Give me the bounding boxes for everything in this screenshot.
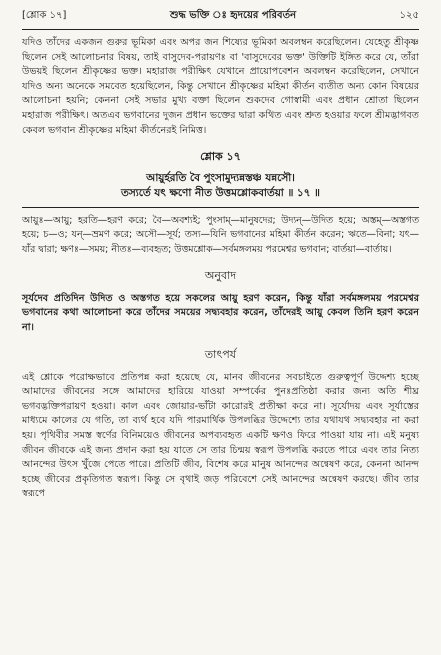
synonyms: আয়ুঃ—আয়ু; হরতি—হরণ করে; বৈ—অবশ্যই; পুংসাম্—মানুষদের; উদ্যন্—উদিত হয়ে; অস্তম্—অস্তগত হয়ে; চ—ও; যন্—ভ্রমণ করে; অসৌ—সূর্য; তস্য—যিনি ভগবানের মহিমা কীর্তন করেন; ঋতে—বিনা; যৎ—যাঁর দ্বারা; ক্ষণঃ—সময়; নীতঃ—ব্যবহৃত; উত্তমশ্লোক—সর্বমঙ্গলময় পরমেশ্বর ভগবান; বার্তয়া—বার্তায়। bbox=[22, 215, 419, 255]
verse-block bbox=[22, 171, 419, 201]
purport: এই শ্লোকে পরোক্ষভাবে প্রতিপন্ন করা হয়েছে যে, মানব জীবনের সবচাইতে গুরুত্বপূর্ণ উদ্দেশ্য হচ্ছে আমাদের জীবনের সঙ্গে আমাদের হারিয়ে যাওয়া সম্পর্কের পুনঃপ্রতিষ্ঠা করার জন্য অতি শীঘ্র ভগবদ্ভক্তিপরায়ণ হওয়া। কাল এবং জোয়ার-ভাঁটা কারোরই প্রতীক্ষা করে না। সূর্যোদয় এবং সূর্যাস্তের মাধ্যমে কালের যে গতি, তা ব্যর্থ হবে যদি পারমার্থিক উপলব্ধির উদ্দেশ্যে তার যথাযথ সদ্ব্যবহার না করা হয়। পৃথিবীর সমস্ত স্বর্ণের বিনিময়েও জীবনের অপব্যবহৃত একটি ক্ষণও ফিরে পাওয়া যায় না। এই মনুষ্য জীবন জীবকে এই জন্য প্রদান করা হয় যাতে সে তার চিন্ময় স্বরূপ উপলব্ধি করতে পারে এবং তার নিত্য আনন্দের উৎস খুঁজে পেতে পারে। প্রতিটি জীব, বিশেষ করে মানুষ আনন্দের অন্বেষণ করে, কেননা আনন্দ হচ্ছে জীবের প্রকৃতিগত স্বরূপ। কিন্তু সে বৃথাই জড় পরিবেশে সেই আনন্দের অন্বেষণ করছে। জীব তার স্বরূপে bbox=[22, 371, 419, 500]
verse-line-1: আয়ুর্হরতি বৈ পুংসামুদ্যন্নস্তঞ্চ যন্নসৌ। bbox=[146, 172, 295, 185]
header-title: শুদ্ধ ভক্তি ঃ হৃদয়ের পরিবর্তন bbox=[169, 10, 297, 21]
sloka-heading: শ্লোক ১৭ bbox=[200, 150, 241, 164]
translation: সূর্যদেব প্রতিদিন উদিত ও অস্তগত হয়ে সকলের আয়ু হরণ করেন, কিন্তু যাঁরা সর্বমঙ্গলময় পরমেশ্বর ভগবানের কথা আলোচনা করে তাঁদের সময়ের সদ্ব্যবহার করেন, তাঁদেরই আয়ু কেবল তিনি হরণ করেন না। bbox=[22, 292, 419, 333]
header-page-number: ১২৫ bbox=[399, 10, 419, 21]
purport-title: তাৎপর্য bbox=[204, 347, 237, 361]
intro-paragraph: যদিও তাঁদের একজন গুরুর ভূমিকা এবং অপর জন শিষ্যের ভূমিকা অবলম্বন করেছিলেন। যেহেতু শ্রীকৃষ্ণ ছিলেন সেই আলোচনার বিষয়, তাই বাসুদেব-পরায়ণঃ বা 'বাসুদেবের ভক্ত' উক্তিটি ইঙ্গিত করে যে, তাঁরা উভয়ই ছিলেন শ্রীকৃষ্ণের ভক্ত। মহারাজ পরীক্ষিৎ যেখানে প্রায়োপবেশন অবলম্বন করেছিলেন, সেখানে যদিও অন্য অনেকে সমবেত হয়েছিলেন, কিন্তু সেখানে শ্রীকৃষ্ণের মহিমা কীর্তন ব্যতীত অন্য কোন বিষয়ের আলোচনা হয়নি; কেননা সেই সভার মুখ্য বক্তা ছিলেন শুকদেব গোস্বামী এবং প্রধান শ্রোতা ছিলেন মহারাজ পরীক্ষিৎ। অতএব ভগবানের দুজন প্রধান ভক্তের দ্বারা কথিত এবং শ্রুত হওয়ার ফলে শ্রীমদ্ভাগবত কেবল ভগবান শ্রীকৃষ্ণের মহিমা কীর্তনেরই নিমিত্ত। bbox=[22, 37, 419, 136]
divider bbox=[22, 207, 419, 208]
verse-line-2: তস্যর্তে যৎ ক্ষণো নীত উত্তমশ্লোকবার্তয়া ॥ ১৭ ॥ bbox=[121, 187, 320, 200]
translation-title: অনুবাদ bbox=[204, 268, 237, 282]
page-header bbox=[22, 8, 419, 30]
header-verse-ref: [শ্লোক ১৭] bbox=[22, 10, 67, 21]
